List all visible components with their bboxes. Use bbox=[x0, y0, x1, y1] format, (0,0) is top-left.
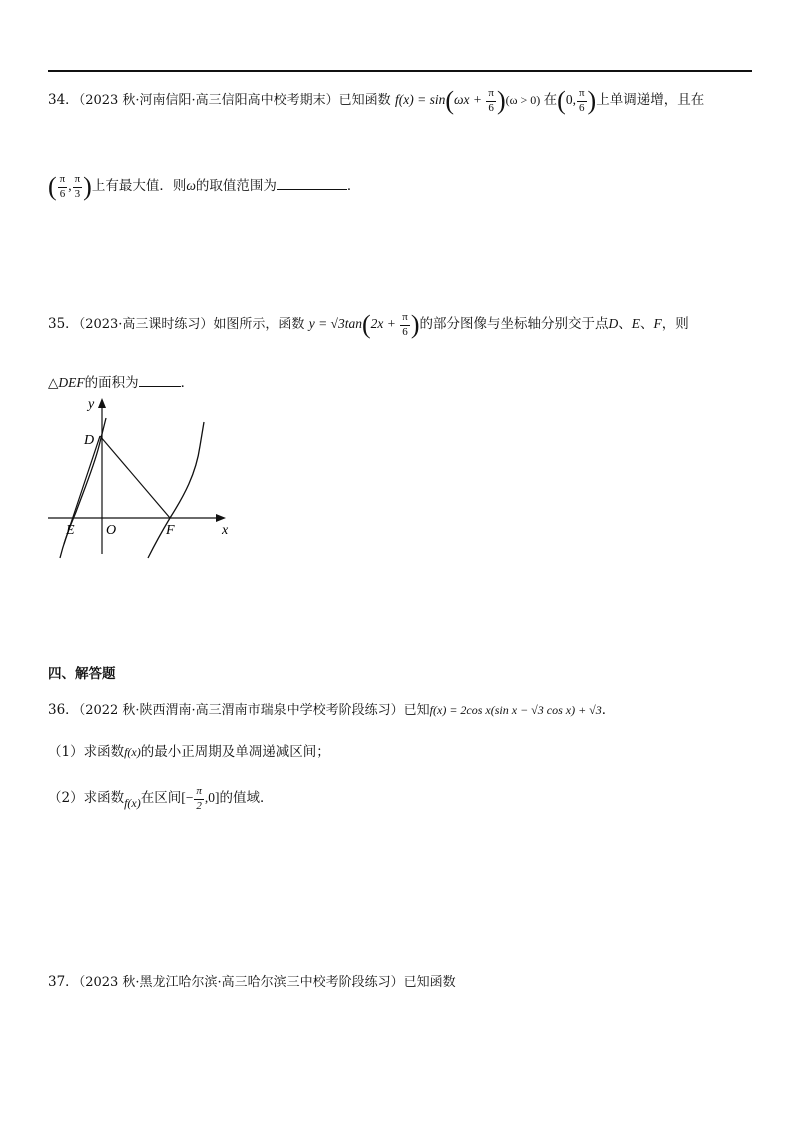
point-F-label: F bbox=[166, 523, 175, 538]
q36-part1: （1）求函数f(x)的最小正周期及单凋递减区间； bbox=[48, 744, 330, 760]
q35-area-text: 的面积为 bbox=[84, 375, 139, 391]
q34-interval2: ( $\frac{\pi}{6}$ , $\frac{\pi}{3}$ ) bbox=[48, 172, 92, 202]
q35-desc: 的部分图像与坐标轴分别交于点 bbox=[419, 316, 609, 333]
q34-omega: ω bbox=[186, 178, 196, 194]
q35-line2: △DEF的面积为 ． bbox=[48, 375, 195, 391]
q34-interval1: (0, $\frac{\pi}{6}$ ) bbox=[557, 86, 597, 116]
point-D-label: D bbox=[84, 433, 95, 448]
point-E-label: E bbox=[66, 523, 75, 538]
header-rule bbox=[48, 70, 752, 72]
q35-line1: 35．（2023·高三课时练习）如图所示，函数 y = √3tan(2x + $\frac{\pi}{6}$ )的部分图像与坐标轴分别交于点D、E、F，则 bbox=[48, 310, 689, 340]
q36-source: （2022 秋·陕西渭南·高三渭南市瑞泉中学校考阶段练习）已知 bbox=[78, 703, 430, 718]
q34-line1 bbox=[48, 88, 704, 114]
q34-source: （2023 秋·河南信阳·高三信阳高中校考期末）已知函数 bbox=[78, 93, 391, 109]
q34-function: f(x) = sin(ωx + $\frac{\pi}{6}$ )(ω > 0) bbox=[394, 86, 541, 116]
q35-answer-blank[interactable] bbox=[139, 386, 181, 387]
x-label: x bbox=[222, 523, 229, 538]
q35-source: （2023·高三课时练习）如图所示，函数 bbox=[78, 317, 305, 333]
q34-range-text: 的取值范围为 bbox=[195, 178, 277, 195]
q34-on: 在 bbox=[543, 92, 558, 109]
origin-label: O bbox=[106, 523, 117, 538]
q35-function: y = √3tan(2x + $\frac{\pi}{6}$ ) bbox=[308, 310, 420, 340]
q36-line1: 36．（2022 秋·陕西渭南·高三渭南市瑞泉中学校考阶段练习）已知f(x) = 2cos x(sin x − √3 cos x) + √3． bbox=[48, 702, 616, 718]
q36-formula: f(x) = 2cos x(sin x − √3 cos x) + √3 bbox=[429, 703, 602, 717]
q36-p1-fx: f(x) bbox=[124, 745, 141, 759]
q34-line2: ( $\frac{\pi}{6}$ , $\frac{\pi}{3}$ )上有最大值．则ω的取值范围为 ． bbox=[48, 172, 361, 202]
q36-p2-fx: f(x) bbox=[124, 796, 141, 811]
x-axis-arrow bbox=[216, 514, 226, 522]
q34-answer-blank[interactable] bbox=[277, 189, 347, 190]
q34-max-text: 上有最大值．则 bbox=[91, 178, 187, 195]
q34-mono-text: 上单调递增，且在 bbox=[596, 92, 705, 109]
q36-part2: （2）求函数f(x)在区间[− $\frac{\pi}{2}$ ,0]的值域． bbox=[48, 785, 274, 812]
q36-p2-interval: [− $\frac{\pi}{2}$ ,0] bbox=[181, 785, 220, 812]
segment-DF bbox=[100, 436, 170, 518]
y-label: y bbox=[88, 397, 95, 412]
q37-number: 37． bbox=[48, 974, 79, 990]
y-axis-arrow bbox=[98, 398, 106, 408]
q36-number: 36． bbox=[48, 702, 79, 718]
section-title: 四、解答题 bbox=[48, 666, 116, 682]
q37-line1 bbox=[48, 976, 456, 990]
q35-graph bbox=[44, 394, 234, 564]
q35-triangle: △DEF bbox=[48, 375, 85, 390]
q34-number: 34． bbox=[48, 92, 79, 109]
tan-curve-right bbox=[148, 422, 204, 558]
q37-source: （2023 秋·黑龙江哈尔滨·高三哈尔滨三中校考阶段练习）已知函数 bbox=[78, 975, 456, 990]
q35-number: 35． bbox=[48, 316, 79, 333]
